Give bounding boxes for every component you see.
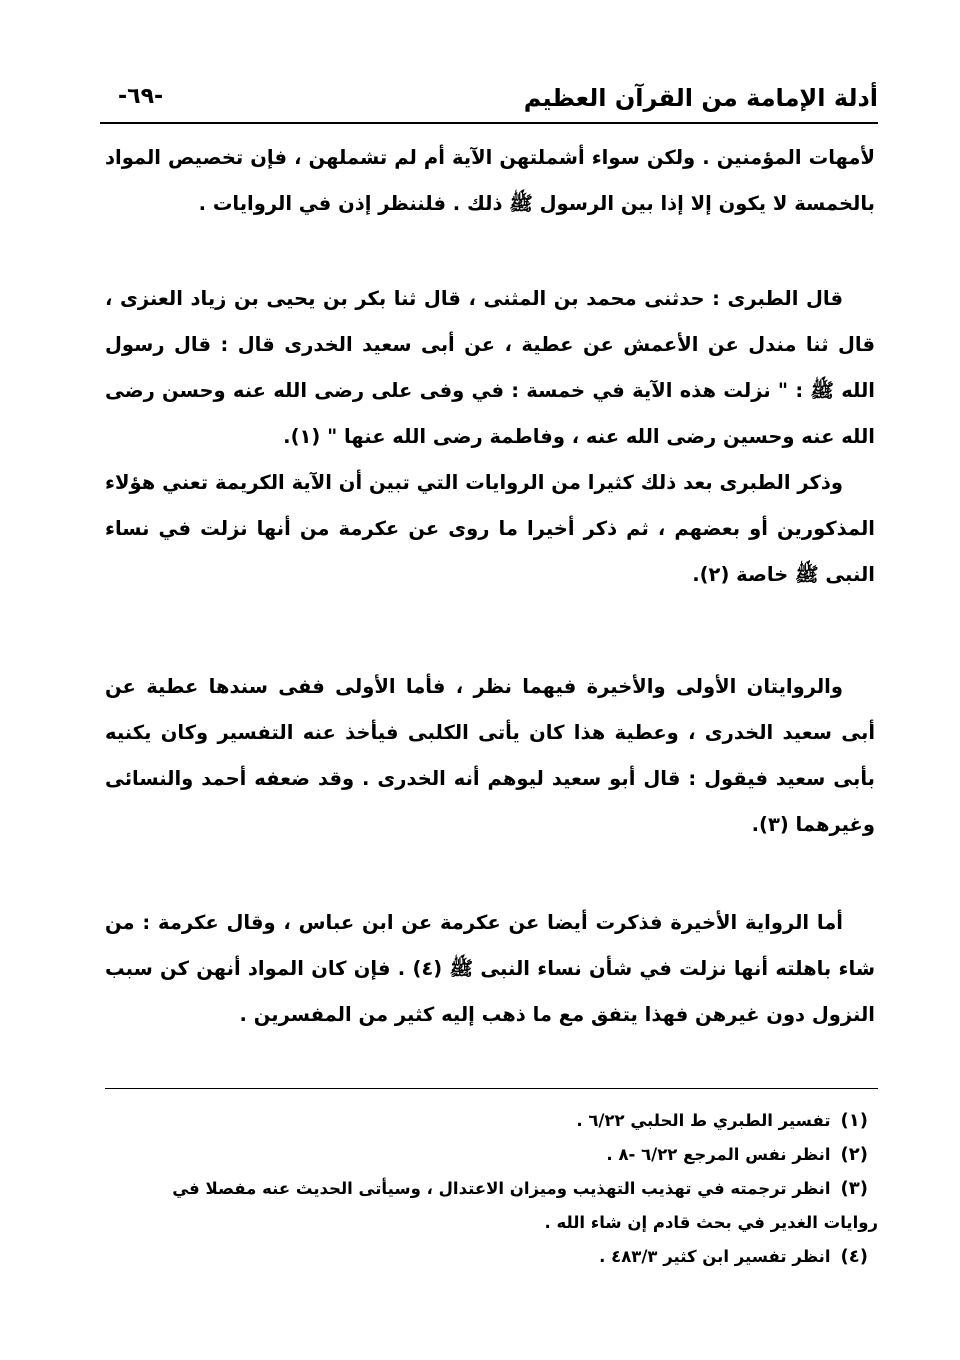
footnote-text: روايات الغدير في بحث قادم إن شاء الله . [544, 1213, 878, 1232]
footnote-text: انظر تفسير ابن كثير ٤٨٣/٣ . [599, 1247, 831, 1266]
page-header [100, 82, 878, 124]
footnotes-divider [105, 1088, 878, 1089]
footnote-number: (١) [840, 1110, 868, 1131]
page-number: -٦٩- [118, 84, 164, 109]
paragraph-tabari-narration: قال الطبرى : حدثنى محمد بن المثنى ، قال ثنا بكر بن يحيى بن زياد العنزى ، قال ثنا مندل عن الأعمش عن عطية ، عن أبى سعيد الخدرى قال : قال رسول الله ﷺ : " نزلت هذه الآية في خمسة : في وفى على رضى الله عنه وحسن رضى الله عنه وحسين رضى الله عنه ، وفاطمة رضى الله عنها " (١). [105, 287, 875, 448]
footnote-number: (٤) [840, 1246, 868, 1267]
footnote-number: (٣) [840, 1178, 868, 1199]
footnote [105, 1240, 878, 1274]
paragraph-narrations-critique: والروايتان الأولى والأخيرة فيهما نظر ، فأما الأولى ففى سندها عطية عن أبى سعيد الخدرى ، وعطية هذا كان يأتى الكلبى فيأخذ عنه التفسير وكان يكنيه بأبى سعيد فيقول : قال أبو سعيد ليوهم أنه الخدرى . وقد ضعفه أحمد والنسائى وغيرهما (٣). [105, 675, 875, 836]
footnote-text: تفسير الطبري ط الحلبي ٦/٢٢ . [576, 1111, 831, 1130]
footnote [105, 1104, 878, 1138]
footnotes [105, 1104, 878, 1274]
running-title: أدلة الإمامة من القرآن العظيم [523, 84, 878, 112]
footnote-text: انظر نفس المرجع ٦/٢٢ -٨ . [606, 1145, 831, 1164]
footnote [105, 1172, 878, 1206]
paragraph-last-narration: أما الرواية الأخيرة فذكرت أيضا عن عكرمة عن ابن عباس ، وقال عكرمة : من شاء باهلته أنها نزلت في شأن نساء النبى ﷺ (٤) . فإن كان المواد أنهن كن سبب النزول دون غيرهن فهذا يتفق مع ما ذهب إليه كثير من المفسرين . [105, 911, 875, 1026]
paragraph-intro: لأمهات المؤمنين . ولكن سواء أشملتهن الآية أم لم تشملهن ، فإن تخصيص المواد بالخمسة لا يكون إلا إذا بين الرسول ﷺ ذلك . فلننظر إذن في الروايات . [105, 146, 875, 215]
footnote-continuation [105, 1206, 878, 1240]
footnote-text: انظر ترجمته في تهذيب التهذيب وميزان الاعتدال ، وسيأتى الحديث عنه مفصلا في [172, 1179, 831, 1198]
footnote [105, 1138, 878, 1172]
footnote-number: (٢) [840, 1144, 868, 1165]
paragraph-tabari-other-narrations: وذكر الطبرى بعد ذلك كثيرا من الروايات التي تبين أن الآية الكريمة تعني هؤلاء المذكورين أو بعضهم ، ثم ذكر أخيرا ما روى عن عكرمة من أنها نزلت في نساء النبى ﷺ خاصة (٢). [105, 471, 875, 586]
